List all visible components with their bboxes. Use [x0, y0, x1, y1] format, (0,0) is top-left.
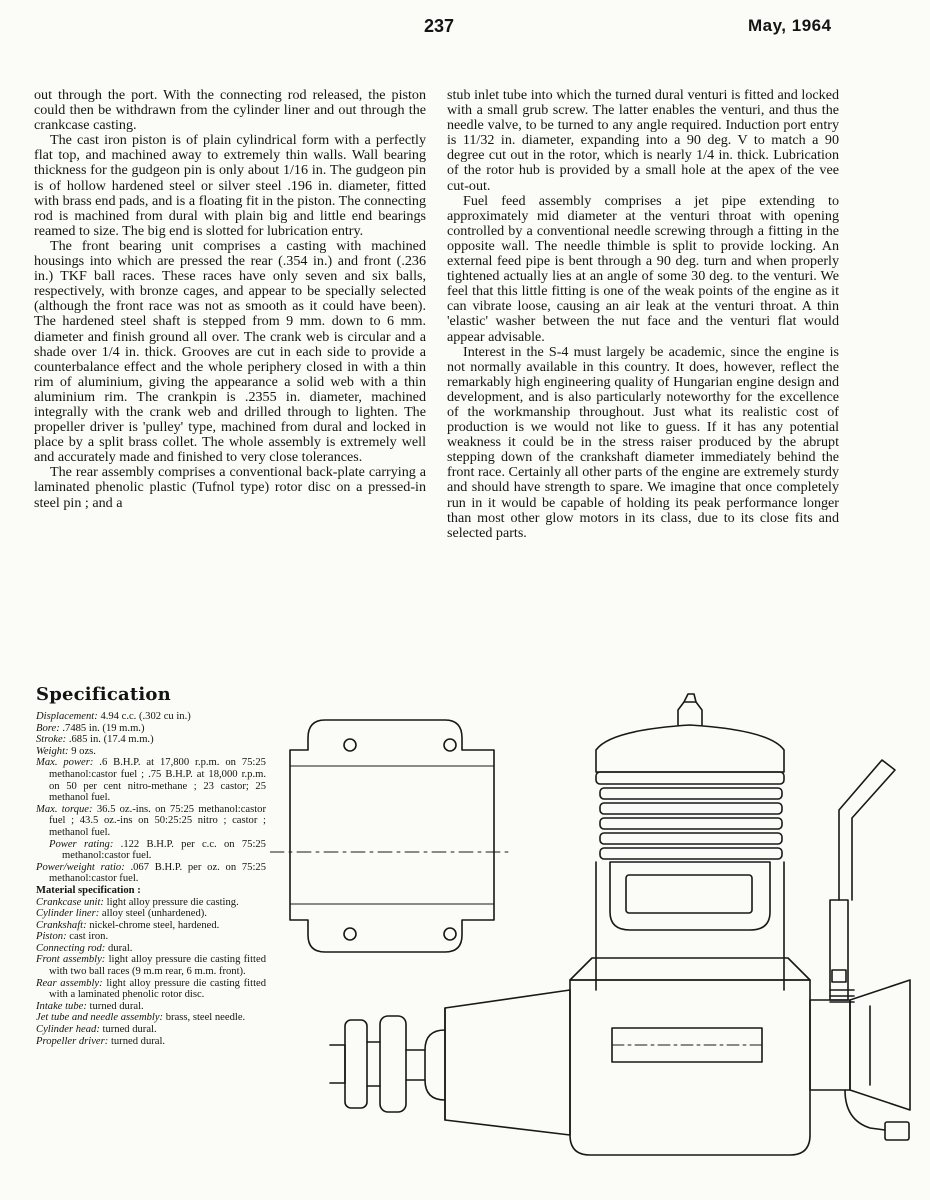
spec-key: Cylinder liner:	[36, 908, 100, 920]
spec-value: brass, steel needle.	[165, 1012, 246, 1024]
paragraph: stub inlet tube into which the turned dural venturi is fitted and locked with a small grub screw. The latter enables the venturi, and thus the needle valve, to be turned to any angle required. Induction port entry is 11/32 in. diameter, expanding into a 90 deg. V to match a 90 degree cut out in the rotor, which is nearly 1/4 in. thick. Lubrication of the rotor hub is provided by a small hole at the apex of the vee cut-out.	[447, 87, 839, 194]
spec-value: 4.94 c.c. (.302 cu in.)	[100, 711, 191, 722]
paragraph: The rear assembly comprises a conventional back-plate carrying a laminated phenolic plastic (Tufnol type) rotor disc on a pressed-in steel pin ; and a	[34, 464, 426, 511]
material-specification-heading: Material specification :	[36, 884, 141, 896]
spec-item	[36, 954, 266, 977]
spec-item	[36, 804, 266, 839]
spec-item	[36, 1001, 266, 1013]
spec-key: Crankshaft:	[36, 919, 87, 931]
spec-key: Front assembly:	[36, 954, 106, 966]
spec-key: Power/weight ratio:	[36, 861, 125, 873]
spec-item	[36, 862, 266, 885]
backplate-outline	[270, 720, 510, 952]
spec-item	[36, 920, 266, 932]
spec-key: Rear assembly:	[36, 977, 103, 989]
article-right-column	[447, 88, 839, 541]
spec-item	[36, 1036, 266, 1048]
spec-item	[36, 746, 266, 758]
spec-key: Stroke:	[36, 734, 67, 746]
exhaust-port	[596, 862, 784, 990]
spec-item	[36, 723, 266, 735]
spec-value: .7485 in. (19 m.m.)	[62, 722, 145, 734]
spec-key: Jet tube and needle assembly:	[36, 1012, 164, 1024]
spec-item	[36, 978, 266, 1001]
specification-title: Specification	[36, 684, 171, 705]
cylinder-head	[596, 694, 784, 859]
spec-key: Max. power:	[36, 757, 94, 769]
paragraph: Interest in the S-4 must largely be academic, since the engine is not normally available in this country. It does, however, reflect the remarkably high engineering quality of Hungarian engine design and development, and is also particularly noteworthy for the excellence of the workmanship throughout. Just what its realistic cost of production is we would not like to guess. If it has any potential weakness it could be in the stress raiser produced by the abrupt stepping down of the crankshaft diameter immediately behind the front race. Certainly all other parts of the engine are extremely sturdy and should have strength to spare. We imagine that once completely run in it would be capable of holding its peak performance longer than most other glow motors in its class, due to its close fits and selected parts.	[447, 343, 839, 541]
spec-item	[36, 943, 266, 955]
spec-key: Propeller driver:	[36, 1035, 109, 1047]
spec-key: Connecting rod:	[36, 942, 106, 954]
engine-drawing	[270, 690, 920, 1190]
paragraph: Fuel feed assembly comprises a jet pipe extending to approximately mid diameter at the venturi throat with opening controlled by a conventional needle screwing through a fitting in the opposite wall. The needle thimble is split to provide locking. An external feed pipe is bent through a 90 deg. turn and when properly tightened actually lies at an angle of some 30 deg. to the venturi. We feel that this little fitting is one of the weak points of the engine as it can vibrate loose, causing an air leak at the venturi throat. A thin 'elastic' washer between the nut face and the venturi flat would appear advisable.	[447, 192, 839, 345]
paragraph: out through the port. With the connecting rod released, the piston could then be withdrawn from the cylinder liner and out through the crankcase casting.	[34, 87, 426, 134]
spec-value: 9 ozs.	[71, 745, 96, 757]
paragraph: The front bearing unit comprises a casting with machined housings into which are pressed the rear (.354 in.) and front (.236 in.) TKF ball races. These races have only seven and six balls, respectively, with bronze cages, and appear to be specially selected (although the front race was not as smooth as it could have been). The hardened steel shaft is stepped from 9 mm. down to 6 mm. diameter and finish ground all over. The crank web is circular and a shade over 1/4 in. thick. Grooves are cut in each side to provide a counterbalance effect and the whole periphery closed in with a thin rim of aluminium, giving the appearance a solid web with a thin aluminium rim. The crankpin is .2355 in. diameter, machined integrally with the crank web and drilled through to lighten. The propeller driver is 'pulley' type, machined from dural and locked in place by a split brass collet. The whole assembly is extremely well and accurately made and finished to very close tolerances.	[34, 237, 426, 466]
spec-value: nickel-chrome steel, hardened.	[89, 919, 220, 931]
article-left-column	[34, 88, 426, 511]
specification-box	[36, 684, 266, 1047]
spec-item	[36, 1024, 266, 1036]
spec-key: Weight:	[36, 745, 69, 757]
spec-value: .067 B.H.P. per oz. on 75:25 methanol:castor fuel.	[49, 861, 267, 885]
spec-value: light alloy pressure die casting fitted with two ball races (9 m.m rear, 6 m.m. front).	[49, 954, 266, 978]
spec-key: Crankcase unit:	[36, 896, 104, 908]
specification-list	[36, 711, 266, 1047]
spec-value: light alloy pressure die casting fitted with a laminated phenolic rotor disc.	[49, 977, 267, 1001]
spec-item	[36, 757, 266, 803]
spec-item	[36, 897, 266, 909]
front-housing	[425, 990, 570, 1135]
spec-value: .122 B.H.P. per c.c. on 75:25 methanol:castor fuel.	[62, 838, 266, 862]
crankcase	[570, 958, 810, 1155]
spec-item	[36, 711, 266, 723]
spec-item	[49, 839, 266, 862]
spec-value: turned dural.	[89, 1000, 144, 1012]
issue-date: May, 1964	[748, 16, 832, 35]
spec-item	[36, 734, 266, 746]
spec-key: Displacement:	[36, 711, 98, 722]
propeller-driver	[330, 1016, 425, 1112]
spec-value: dural.	[108, 942, 133, 954]
spec-value: cast iron.	[69, 931, 109, 943]
spec-key: Cylinder head:	[36, 1024, 100, 1036]
spec-key: Intake tube:	[36, 1000, 87, 1012]
spec-key: Bore:	[36, 722, 60, 734]
spec-item	[36, 931, 266, 943]
spec-key: Power rating:	[49, 838, 114, 850]
spec-value: .6 B.H.P. at 17,800 r.p.m. on 75:25 methanol:castor fuel ; .75 B.H.P. at 18,000 r.p.m. on 50 per cent nitro-methane ; 23 castor; 25 methanol fuel.	[49, 757, 266, 804]
spec-value: turned dural.	[102, 1024, 157, 1036]
spec-item	[36, 908, 266, 920]
page-number: 237	[424, 16, 455, 36]
spec-value: light alloy pressure die casting.	[106, 896, 239, 908]
spec-item	[36, 1012, 266, 1024]
intake-venturi	[810, 760, 910, 1140]
spec-key: Piston:	[36, 931, 67, 943]
spec-value: .685 in. (17.4 m.m.)	[68, 734, 154, 746]
paragraph: The cast iron piston is of plain cylindrical form with a perfectly flat top, and machined away to extremely thin walls. Wall bearing thickness for the gudgeon pin is only about 1/16 in. The gudgeon pin is of hollow hardened steel or silver steel .196 in. diameter, fitted with brass end pads, and is a floating fit in the piston. The connecting rod is machined from dural with plain big and little end bearings reamed to size. The big end is slotted for lubrication entry.	[34, 132, 426, 239]
spec-key: Max. torque:	[36, 803, 93, 815]
spec-value: alloy steel (unhardened).	[101, 908, 207, 920]
spec-value: 36.5 oz.-ins. on 75:25 methanol:castor fuel ; 43.5 oz.-ins on 50:25:25 nitro ; castor ; methanol fuel.	[49, 803, 267, 838]
spec-value: turned dural.	[110, 1035, 166, 1047]
spec-subgroup	[36, 839, 266, 862]
